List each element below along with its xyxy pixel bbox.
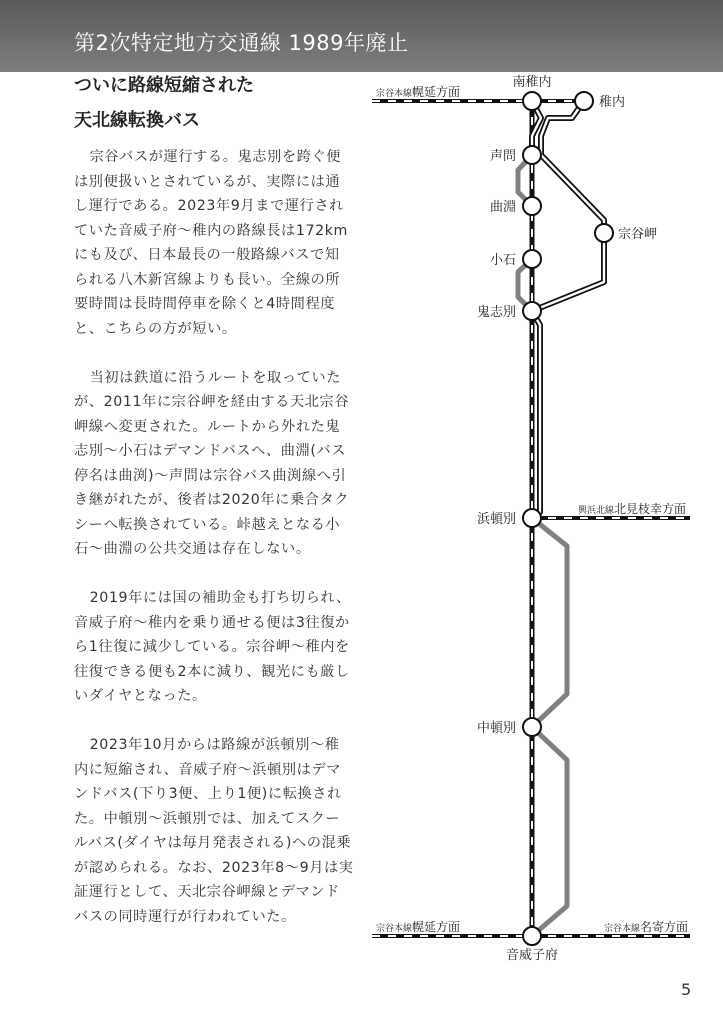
station-koishi xyxy=(523,250,541,268)
direction-line: 宗谷本線 xyxy=(376,89,413,99)
subhead-1: ついに路線短縮された xyxy=(74,75,254,96)
station-koetoi xyxy=(523,146,541,164)
tempoku-soyamisaki-route xyxy=(532,101,604,518)
header-title: 第2次特定地方交通線 1989年廃止 xyxy=(74,31,409,55)
direction-line: 宗谷本線 xyxy=(603,924,640,934)
label-otoineppu: 音威子府 xyxy=(505,948,559,963)
direction-line: 宗谷本線 xyxy=(376,924,413,934)
gray-routes xyxy=(518,155,567,936)
paragraph: 宗谷バスが運行する。鬼志別を跨ぐ便は別便扱いとされているが、実際には通し運行である。2023年9月まで運行されていた音威子府～稚内の路線長は172kmにも及び、日本最長の一般路線バスで知られる八木新宮線よりも長い。全線の所要時間は長時間停車を除くと4時間程度と、こちらの方が短い。 xyxy=(74,149,348,337)
svg-text:宗谷本線幌延方面 xyxy=(376,84,460,99)
label-minami-wakkanai: 南稚内 xyxy=(512,75,552,90)
label-soyamisaki: 宗谷岬 xyxy=(618,227,658,242)
station-minami-wakkanai xyxy=(523,92,541,110)
paragraph: 2019年には国の補助金も打ち切られ、音威子府～稚内を乗り通せる便は3往復から1往復に減少している。宗谷岬～稚内を往復できる便も2本に減り、観光にも厳しいダイヤとなった。 xyxy=(74,590,351,704)
station-soyamisaki xyxy=(595,224,613,242)
page-number: 5 xyxy=(681,980,692,999)
subhead-2: 天北線転換バス xyxy=(74,110,200,131)
direction-dest: 幌延方面 xyxy=(412,85,461,99)
hamatonbetsu-nakatonbetsu-route xyxy=(532,518,567,727)
direction-dest: 幌延方面 xyxy=(412,920,461,934)
label-magaribuchi: 曲淵 xyxy=(489,200,516,215)
station-nakatonbetsu xyxy=(523,718,541,736)
direction-dest: 北見枝幸方面 xyxy=(614,502,687,516)
station-otoineppu xyxy=(523,927,541,945)
station-hamatonbetsu xyxy=(523,509,541,527)
label-koetoi: 声問 xyxy=(489,149,516,164)
nakatonbetsu-otoineppu-route xyxy=(532,727,567,936)
paragraph: 2023年10月からは路線が浜頓別～稚内に短縮され、音威子府～浜頓別はデマンドバス(下り3便、上り1便)に転換された。中頓別～浜頓別では、加えてスクールバス(ダイヤは毎月発表される)への混乗が認められる。なお、2023年8～9月は実証運行として、天北宗谷岬線とデマンドバスの同時運行が行われていた。 xyxy=(74,737,354,925)
station-onishibetsu xyxy=(523,302,541,320)
direction-line: 興浜北線 xyxy=(578,506,615,516)
direction-dest: 名寄方面 xyxy=(639,920,688,934)
station-magaribuchi xyxy=(523,197,541,215)
paragraph: 当初は鉄道に沿うルートを取っていたが、2011年に宗谷岬を経由する天北宗谷岬線へ変更された。ルートから外れた鬼志別～小石はデマンドバスへ、曲淵(バス停名は曲渕)～声問は宗谷バス曲渕線へ引き継がれたが、後者は2020年に乗合タクシーへ転換されている。峠越えとなる小石～曲淵の公共交通は存在しない。 xyxy=(74,369,350,557)
svg-text:宗谷本線幌延方面 xyxy=(376,919,460,934)
svg-text:興浜北線北見枝幸方面 xyxy=(578,501,686,516)
label-koishi: 小石 xyxy=(489,253,516,268)
label-hamatonbetsu: 浜頓別 xyxy=(476,512,516,527)
label-nakatonbetsu: 中頓別 xyxy=(476,721,516,736)
label-wakkanai: 稚内 xyxy=(599,95,626,110)
station-wakkanai xyxy=(575,92,593,110)
label-onishibetsu: 鬼志別 xyxy=(476,305,516,320)
svg-text:宗谷本線名寄方面 xyxy=(604,919,688,934)
